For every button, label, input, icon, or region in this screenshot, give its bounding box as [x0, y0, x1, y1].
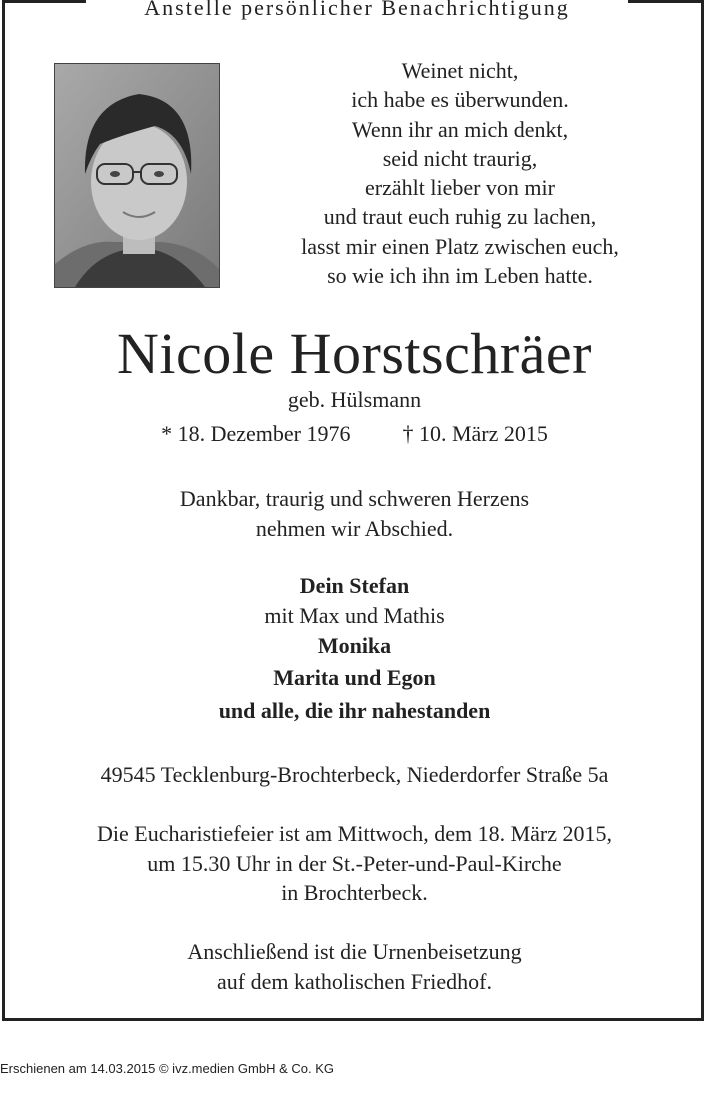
poem-line: Wenn ihr an mich denkt, — [351, 116, 569, 142]
mourner-detail: mit Max und Mathis — [264, 602, 445, 628]
poem-line: ich habe es überwunden. — [351, 87, 569, 113]
poem — [240, 56, 680, 290]
portrait-image — [55, 64, 219, 287]
thanks-line: Dankbar, traurig und schweren Herzens — [179, 486, 530, 511]
frame-top-border-right — [628, 0, 704, 3]
mourner-name: Marita und Egon — [273, 665, 436, 690]
death-date: † 10. März 2015 — [402, 421, 548, 446]
poem-line: Weinet nicht, — [401, 58, 519, 83]
mourner-name: Monika — [317, 632, 392, 658]
mourner-name: Dein Stefan — [299, 573, 410, 598]
mourners-list — [0, 570, 709, 727]
thanks-text — [0, 484, 709, 543]
service-info — [0, 819, 709, 908]
publication-footer: Erschienen am 14.03.2015 © ivz.medien GmbH & Co. KG — [0, 1061, 335, 1076]
poem-line: erzählt lieber von mir — [365, 175, 555, 201]
life-dates — [0, 420, 709, 448]
poem-line: lasst mir einen Platz zwischen euch, — [301, 233, 619, 259]
poem-line: seid nicht traurig, — [382, 145, 538, 171]
service-line: um 15.30 Uhr in der St.-Peter-und-Paul-Kirche — [147, 850, 562, 876]
thanks-line: nehmen wir Abschied. — [255, 515, 454, 541]
maiden-name: geb. Hülsmann — [287, 387, 422, 412]
frame-top-border-left — [2, 0, 86, 3]
poem-line: so wie ich ihn im Leben hatte. — [327, 263, 593, 289]
deceased-name: Nicole Horstschräer — [117, 321, 592, 386]
burial-info — [0, 937, 709, 996]
birth-date: * 18. Dezember 1976 — [161, 421, 351, 446]
service-line: Die Eucharistiefeier ist am Mittwoch, dem 18. März 2015, — [96, 821, 613, 846]
burial-line: Anschließend ist die Urnenbeisetzung — [187, 939, 522, 964]
poem-line: und traut euch ruhig zu lachen, — [323, 204, 597, 230]
mourner-name: und alle, die ihr nahestanden — [218, 697, 491, 723]
notice-header: Anstelle persönlicher Benachrichtigung — [144, 0, 570, 20]
address: 49545 Tecklenburg-Brochterbeck, Niederdorfer Straße 5a — [100, 762, 609, 787]
service-line: in Brochterbeck. — [281, 880, 428, 905]
burial-line: auf dem katholischen Friedhof. — [217, 968, 492, 994]
portrait-photo — [54, 63, 220, 288]
